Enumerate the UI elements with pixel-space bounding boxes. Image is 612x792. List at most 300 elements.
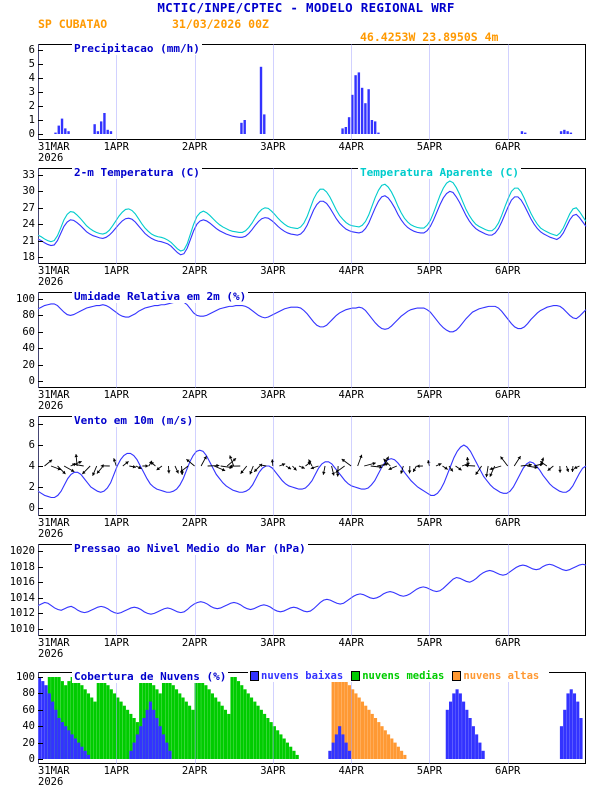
cloud-bar <box>367 710 370 759</box>
gridline-vertical <box>195 672 196 764</box>
precip-bar <box>377 133 379 134</box>
y-tick-label: 0 <box>28 753 35 765</box>
cloud-bar <box>449 702 452 759</box>
y-tick-label: 5 <box>28 58 35 70</box>
cloud-bar <box>77 743 80 759</box>
gridline-vertical <box>351 416 352 516</box>
gridline-vertical <box>508 44 509 140</box>
cloud-bar <box>152 710 155 759</box>
x-tick-label: 6APR <box>495 637 521 649</box>
cloud-bar <box>155 718 158 759</box>
y-tick-label: 6 <box>28 439 35 451</box>
cloud-bar <box>358 698 361 760</box>
precip-bar <box>348 117 350 134</box>
legend-nuvens <box>248 670 549 682</box>
cloud-bar <box>446 710 449 759</box>
cloud-bar <box>452 693 455 759</box>
y-tick-label: 1010 <box>9 623 35 635</box>
cloud-bar <box>296 755 299 759</box>
cloud-bar <box>579 718 582 759</box>
y-tick <box>38 598 43 599</box>
panel-title-pressao: Pressao ao Nivel Medio do Mar (hPa) <box>74 542 306 555</box>
y-tick-label: 1020 <box>9 545 35 557</box>
cloud-bar <box>400 751 403 759</box>
cloud-bar <box>48 693 51 759</box>
precip-bar <box>67 131 69 134</box>
x-tick-label: 6APR <box>495 389 521 401</box>
y-tick <box>38 445 43 446</box>
cloud-bar <box>364 706 367 759</box>
y-tick <box>38 582 43 583</box>
year-label-4: 2026 <box>38 528 64 540</box>
panel-title-vento: Vento em 10m (m/s) <box>74 414 194 427</box>
y-tick <box>38 551 43 552</box>
cloud-bar <box>289 747 292 759</box>
panel-precipitacao <box>28 42 586 140</box>
gridline-vertical <box>351 544 352 636</box>
gridline-vertical <box>195 544 196 636</box>
year-label-5: 2026 <box>38 648 64 660</box>
y-tick <box>38 208 43 209</box>
cloud-bar <box>201 681 204 759</box>
cloud-bar <box>214 698 217 760</box>
cloud-bar <box>257 706 260 759</box>
precip-bar <box>54 133 56 134</box>
series-precipitacao <box>38 44 586 140</box>
cloud-bar <box>162 734 165 759</box>
x-tick-label: 3APR <box>260 765 286 777</box>
y-tick-label: 1014 <box>9 591 35 604</box>
cloud-bar <box>469 718 472 759</box>
x-tick-label: 1APR <box>103 517 129 529</box>
gridline-vertical <box>351 44 352 140</box>
cloud-bar <box>332 743 335 759</box>
precip-bar <box>240 123 242 134</box>
cloud-bar <box>90 698 93 760</box>
precip-bar <box>61 119 63 134</box>
x-tick-label: 2APR <box>181 765 208 777</box>
precip-bar <box>560 131 562 134</box>
legend-label: nuvens medias <box>362 670 445 682</box>
panel-umidade <box>16 290 586 388</box>
precip-bar <box>570 133 572 134</box>
gridline-vertical <box>38 672 39 764</box>
cloud-bar <box>204 685 207 759</box>
precip-bar <box>358 72 360 134</box>
x-tick-label: 3APR <box>260 389 286 401</box>
cloud-bar <box>263 714 266 759</box>
data-line <box>38 191 586 254</box>
y-tick <box>38 348 43 349</box>
y-tick <box>38 120 43 121</box>
cloud-bar <box>211 693 214 759</box>
cloud-bar <box>276 730 279 759</box>
precip-bar <box>58 126 60 134</box>
y-tick <box>38 175 43 176</box>
x-tick-label: 31MAR <box>38 265 70 277</box>
cloud-bar <box>397 747 400 759</box>
panel-vento <box>28 414 586 516</box>
cloud-bar <box>237 681 240 759</box>
x-tick-label: 6APR <box>495 517 521 529</box>
x-tick-label: 1APR <box>103 265 129 277</box>
x-tick-label: 4APR <box>338 765 364 777</box>
data-line <box>38 445 586 498</box>
y-tick <box>38 759 43 760</box>
cloud-bar <box>563 710 566 759</box>
x-tick-label: 31MAR <box>38 389 70 401</box>
cloud-bar <box>371 714 374 759</box>
y-tick-label: 33 <box>22 169 35 181</box>
cloud-bar <box>250 698 253 760</box>
cloud-bar <box>566 693 569 759</box>
gridline-vertical <box>429 416 430 516</box>
cloud-bar <box>341 734 344 759</box>
y-tick-label: 2 <box>28 100 35 112</box>
cloud-bar <box>338 726 341 759</box>
gridline-vertical <box>508 672 509 764</box>
y-tick-label: 1016 <box>9 576 35 589</box>
cloud-bar <box>54 710 57 759</box>
precip-bar <box>64 128 66 134</box>
cloud-bar <box>335 734 338 759</box>
gridline-vertical <box>195 416 196 516</box>
legend-swatch <box>351 671 360 681</box>
y-tick <box>38 106 43 107</box>
precip-bar <box>97 131 99 134</box>
cloud-bar <box>136 734 139 759</box>
gridline-vertical <box>38 544 39 636</box>
y-tick-label: 30 <box>22 185 35 198</box>
precip-bar <box>341 128 343 134</box>
x-tick-label: 4APR <box>338 265 364 277</box>
y-tick <box>38 743 43 744</box>
cloud-bar <box>146 710 149 759</box>
x-tick-label: 1APR <box>103 389 129 401</box>
year-label-6: 2026 <box>38 776 64 788</box>
cloud-bar <box>110 689 113 759</box>
cloud-bar <box>71 734 74 759</box>
x-tick-label: 2APR <box>181 141 208 153</box>
y-tick <box>38 50 43 51</box>
x-tick-label: 4APR <box>338 637 364 649</box>
panel-nuvens <box>16 670 586 765</box>
y-tick <box>38 257 43 258</box>
cloud-bar <box>51 702 54 759</box>
cloud-bar <box>178 693 181 759</box>
y-tick-label: 18 <box>22 251 35 263</box>
gridline-vertical <box>273 544 274 636</box>
y-tick-label: 0 <box>28 128 35 140</box>
y-tick <box>38 299 43 300</box>
cloud-bar <box>142 718 145 759</box>
legend-label: nuvens altas <box>463 670 540 682</box>
gridline-vertical <box>429 292 430 388</box>
y-tick <box>38 677 43 678</box>
x-tick-label: 3APR <box>260 265 286 277</box>
cloud-bar <box>286 743 289 759</box>
x-tick-label: 5APR <box>416 765 443 777</box>
cloud-bar <box>217 702 220 759</box>
gridline-vertical <box>38 168 39 264</box>
x-tick-label: 2APR <box>181 637 208 649</box>
y-tick-label: 40 <box>22 720 35 733</box>
cloud-bar <box>465 710 468 759</box>
cloud-bar <box>390 739 393 760</box>
y-tick <box>38 365 43 366</box>
cloud-bar <box>482 751 485 759</box>
cloud-bar <box>103 681 106 759</box>
x-tick-label: 6APR <box>495 265 521 277</box>
cloud-bar <box>292 751 295 759</box>
cloud-bar <box>45 685 48 759</box>
y-tick-label: 3 <box>28 86 35 98</box>
cloud-bar <box>394 743 397 759</box>
y-tick <box>38 487 43 488</box>
gridline-vertical <box>508 544 509 636</box>
gridline-vertical <box>273 672 274 764</box>
y-tick-label: 8 <box>28 418 35 430</box>
cloud-bar <box>247 693 250 759</box>
cloud-bar <box>80 747 83 759</box>
y-tick <box>38 613 43 614</box>
precip-bar <box>364 103 366 134</box>
cloud-bar <box>361 702 364 759</box>
cloud-bar <box>84 751 87 759</box>
y-tick-label: 80 <box>22 309 35 322</box>
cloud-bar <box>123 706 126 759</box>
precip-bar <box>345 127 347 134</box>
gridline-vertical <box>429 168 430 264</box>
panel-temperatura <box>22 166 586 264</box>
y-tick-label: 27 <box>22 201 35 214</box>
y-tick-label: 4 <box>28 72 35 84</box>
gridline-vertical <box>195 44 196 140</box>
x-tick-label: 2APR <box>181 389 208 401</box>
precip-bar <box>374 121 376 134</box>
precip-bar <box>354 75 356 134</box>
gridline-vertical <box>508 168 509 264</box>
x-tick-label: 5APR <box>416 141 443 153</box>
x-tick-label: 5APR <box>416 637 443 649</box>
y-tick <box>38 78 43 79</box>
cloud-bar <box>377 722 380 759</box>
precip-bar <box>93 124 95 134</box>
gridline-vertical <box>351 292 352 388</box>
panel-title-precipitacao: Precipitacao (mm/h) <box>74 42 200 55</box>
y-tick-label: 2 <box>28 481 35 493</box>
gridline-vertical <box>351 168 352 264</box>
gridline-vertical <box>273 168 274 264</box>
x-tick-label: 31MAR <box>38 765 70 777</box>
gridline-vertical <box>116 44 117 140</box>
precip-bar <box>566 131 568 134</box>
y-tick <box>38 693 43 694</box>
cloud-bar <box>97 677 100 759</box>
y-tick <box>38 315 43 316</box>
cloud-bar <box>478 743 481 759</box>
x-tick-label: 3APR <box>260 637 286 649</box>
panel-title-nuvens: Cobertura de Nuvens (%) <box>74 670 227 683</box>
x-tick-label: 5APR <box>416 517 443 529</box>
cloud-bar <box>456 689 459 759</box>
gridline-vertical <box>195 168 196 264</box>
panel-title-umidade: Umidade Relativa em 2m (%) <box>74 290 247 303</box>
x-tick-label: 5APR <box>416 265 443 277</box>
gridline-vertical <box>351 672 352 764</box>
x-tick-label: 2APR <box>181 265 208 277</box>
precip-bar <box>107 130 109 134</box>
cloud-bar <box>462 702 465 759</box>
cloud-bar <box>279 734 282 759</box>
y-tick-label: 1012 <box>9 607 35 620</box>
cloud-bar <box>570 689 573 759</box>
run-datetime-label: 31/03/2026 00Z <box>172 17 269 31</box>
gridline-vertical <box>429 44 430 140</box>
y-tick-label: 0 <box>28 375 35 387</box>
data-line <box>38 564 586 614</box>
cloud-bar <box>328 751 331 759</box>
precip-bar <box>100 121 102 134</box>
year-label-1: 2026 <box>38 152 64 164</box>
series-pressao <box>38 544 586 636</box>
gridline-vertical <box>429 544 430 636</box>
legend-swatch <box>250 671 259 681</box>
cloud-bar <box>283 739 286 760</box>
x-tick-label: 31MAR <box>38 141 70 153</box>
cloud-bar <box>58 718 61 759</box>
gridline-vertical <box>116 544 117 636</box>
legend-label: nuvens baixas <box>261 670 344 682</box>
x-tick-label: 5APR <box>416 389 443 401</box>
cloud-bar <box>64 726 67 759</box>
year-label-3: 2026 <box>38 400 64 412</box>
cloud-bar <box>374 718 377 759</box>
x-tick-label: 31MAR <box>38 637 70 649</box>
cloud-bar <box>227 714 230 759</box>
gridline-vertical <box>273 44 274 140</box>
cloud-bar <box>240 685 243 759</box>
cloud-bar <box>403 755 406 759</box>
x-tick-label: 4APR <box>338 389 364 401</box>
y-tick <box>38 508 43 509</box>
x-tick-label: 31MAR <box>38 517 70 529</box>
cloud-bar <box>472 726 475 759</box>
legend-item <box>351 670 444 682</box>
y-tick <box>38 466 43 467</box>
y-tick <box>38 224 43 225</box>
cloud-bar <box>345 743 348 759</box>
series-vento <box>38 416 586 516</box>
y-tick <box>38 629 43 630</box>
gridline-vertical <box>273 292 274 388</box>
cloud-bar <box>188 706 191 759</box>
y-tick-label: 6 <box>28 44 35 56</box>
y-tick-label: 24 <box>22 218 35 231</box>
cloud-bar <box>168 751 171 759</box>
gridline-vertical <box>195 292 196 388</box>
cloud-bar <box>354 693 357 759</box>
y-tick <box>38 64 43 65</box>
x-tick-label: 3APR <box>260 517 286 529</box>
precip-bar <box>103 113 105 134</box>
precip-bar <box>563 130 565 134</box>
cloud-bar <box>234 677 237 759</box>
gridline-vertical <box>116 168 117 264</box>
y-tick-label: 20 <box>22 736 35 749</box>
cloud-bar <box>381 726 384 759</box>
x-tick-label: 6APR <box>495 765 521 777</box>
y-tick <box>38 92 43 93</box>
panel-pressao <box>9 542 586 636</box>
cloud-bar <box>87 693 90 759</box>
cloud-bar <box>87 755 90 759</box>
y-tick-label: 4 <box>28 460 35 472</box>
cloud-bar <box>129 751 132 759</box>
cloud-bar <box>230 677 233 759</box>
y-tick <box>38 332 43 333</box>
cloud-bar <box>172 685 175 759</box>
cloud-bar <box>74 739 77 760</box>
gridline-vertical <box>273 416 274 516</box>
cloud-bar <box>475 734 478 759</box>
data-line <box>38 301 586 331</box>
y-tick-label: 80 <box>22 687 35 700</box>
precip-bar <box>371 120 373 134</box>
y-tick <box>38 710 43 711</box>
cloud-bar <box>182 698 185 760</box>
y-tick-label: 60 <box>22 703 35 716</box>
cloud-bar <box>266 718 269 759</box>
y-tick <box>38 241 43 242</box>
cloud-bar <box>139 726 142 759</box>
precip-bar <box>110 131 112 134</box>
year-label-2: 2026 <box>38 276 64 288</box>
cloud-bar <box>459 693 462 759</box>
cloud-bar <box>384 730 387 759</box>
y-tick-label: 0 <box>28 502 35 514</box>
cloud-bar <box>61 722 64 759</box>
y-tick-label: 40 <box>22 342 35 355</box>
y-tick-label: 20 <box>22 358 35 371</box>
cloud-bar <box>244 689 247 759</box>
precip-bar <box>263 114 265 134</box>
precip-bar <box>260 67 262 134</box>
cloud-bar <box>165 743 168 759</box>
cloud-bar <box>126 710 129 759</box>
x-tick-label: 1APR <box>103 765 129 777</box>
y-tick <box>38 726 43 727</box>
station-label: SP CUBATAO <box>38 17 108 31</box>
cloud-bar <box>560 726 563 759</box>
x-tick-label: 6APR <box>495 141 521 153</box>
cloud-bar <box>198 677 201 759</box>
panel-title-temperatura: 2-m Temperatura (C) <box>74 166 200 179</box>
cloud-bar <box>168 681 171 759</box>
gridline-vertical <box>508 416 509 516</box>
cloud-bar <box>387 734 390 759</box>
cloud-bar <box>159 726 162 759</box>
precip-bar <box>521 131 523 134</box>
y-tick <box>38 567 43 568</box>
legend-item <box>452 670 539 682</box>
y-tick <box>38 381 43 382</box>
gridline-vertical <box>116 292 117 388</box>
cloud-bar <box>84 689 87 759</box>
cloud-bar <box>208 689 211 759</box>
x-tick-label: 1APR <box>103 141 129 153</box>
page-title: MCTIC/INPE/CPTEC - MODELO REGIONAL WRF <box>157 0 455 15</box>
